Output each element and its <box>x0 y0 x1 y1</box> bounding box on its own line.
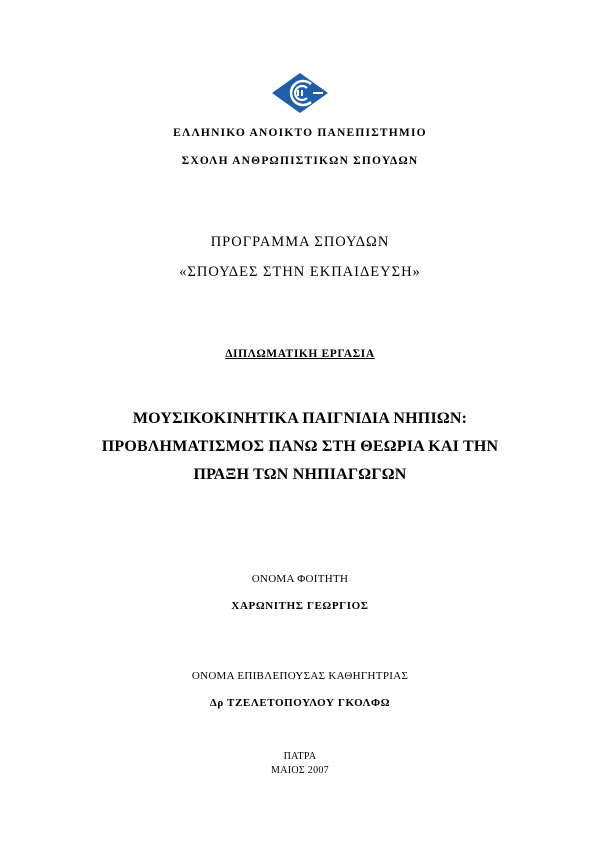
date: ΜΑΙΟΣ 2007 <box>271 765 329 776</box>
supervisor-name: Δρ ΤΖΕΛΕΤΟΠΟΥΛΟΥ ΓΚΟΛΦΩ <box>209 697 391 709</box>
place: ΠΑΤΡΑ <box>283 751 317 762</box>
program-label: ΠΡΟΓΡΑΜΜΑ ΣΠΟΥΔΩΝ <box>210 234 390 250</box>
student-name: ΧΑΡΩΝΙΤΗΣ ΓΕΩΡΓΙΟΣ <box>231 600 369 612</box>
thesis-title-line-2: ΠΡΟΒΛΗΜΑΤΙΣΜΟΣ ΠΑΝΩ ΣΤΗ ΘΕΩΡΙΑ ΚΑΙ ΤΗΝ <box>101 438 499 455</box>
thesis-title-line-1: ΜΟΥΣΙΚΟΚΙΝΗΤΙΚΑ ΠΑΙΓΝΙΔΙΑ ΝΗΠΙΩΝ: <box>132 410 468 427</box>
supervisor-label: ΟΝΟΜΑ ΕΠΙΒΛΕΠΟΥΣΑΣ ΚΑΘΗΓΗΤΡΙΑΣ <box>191 670 409 682</box>
thesis-title-line-3: ΠΡΑΞΗ ΤΩΝ ΝΗΠΙΑΓΩΓΩΝ <box>193 466 407 483</box>
thesis-type: ΔΙΠΛΩΜΑΤΙΚΗ ΕΡΓΑΣΙΑ <box>225 348 375 360</box>
university-logo-icon <box>270 72 330 114</box>
university-name: ΕΛΛΗΝΙΚΟ ΑΝΟΙΚΤΟ ΠΑΝΕΠΙΣΤΗΜΙΟ <box>173 127 427 139</box>
school-name: ΣΧΟΛΗ ΑΝΘΡΩΠΙΣΤΙΚΩΝ ΣΠΟΥΔΩΝ <box>181 155 419 167</box>
program-name: «ΣΠΟΥΔΕΣ ΣΤΗΝ ΕΚΠΑΙΔΕΥΣΗ» <box>179 264 421 280</box>
student-label: ΟΝΟΜΑ ΦΟΙΤΗΤΗ <box>251 573 349 585</box>
